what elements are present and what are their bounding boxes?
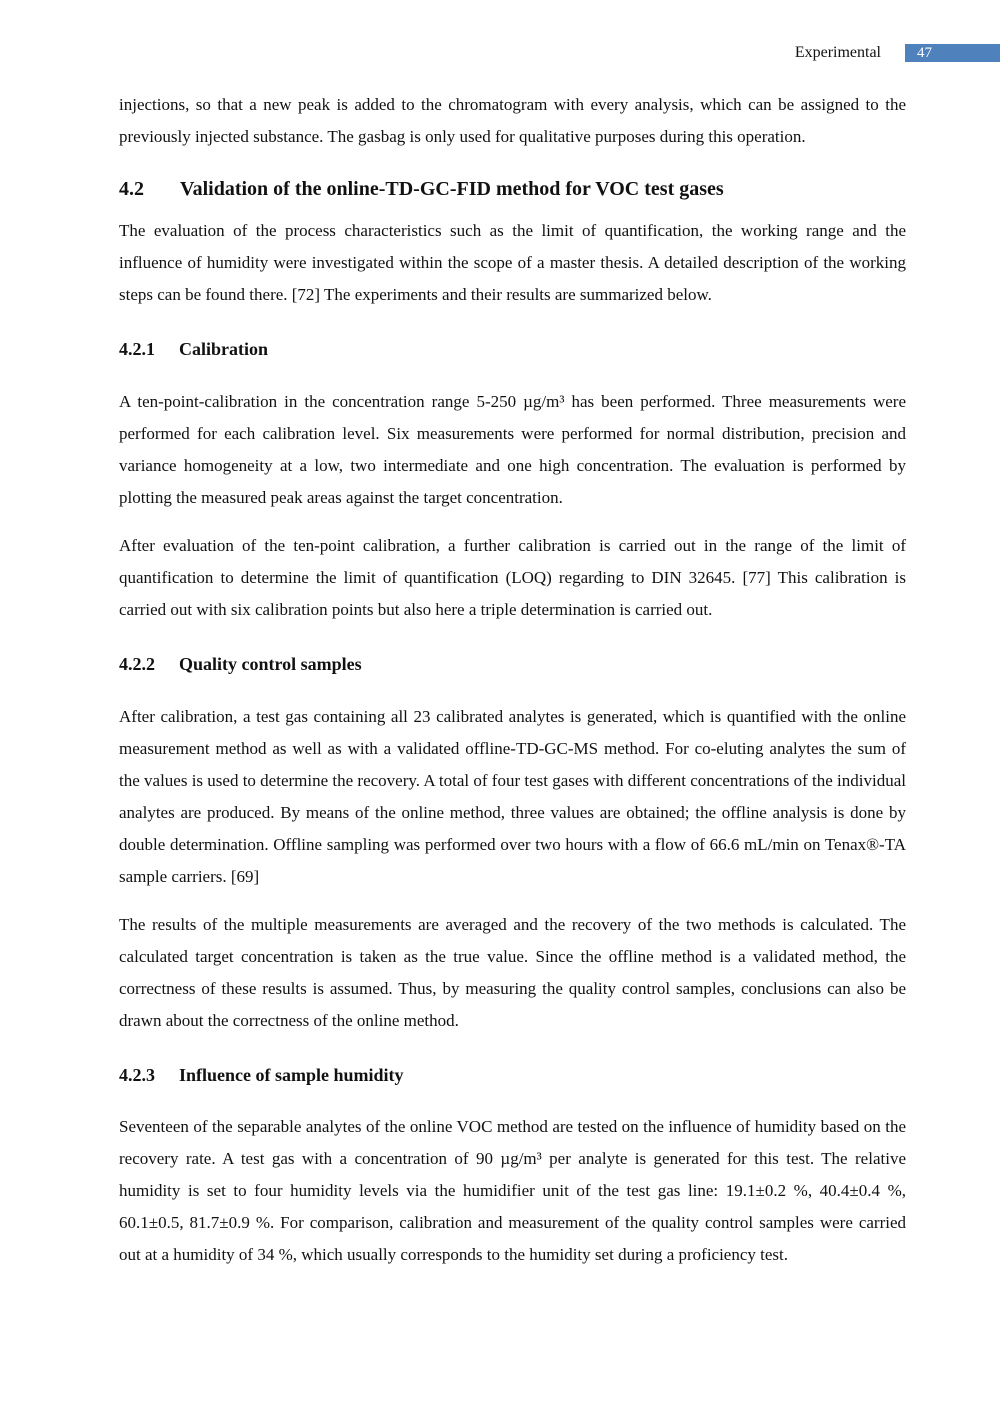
page-number-badge: 47 <box>905 44 1000 62</box>
section-number: 4.2.2 <box>119 654 155 674</box>
paragraph-validation-intro <box>119 215 906 311</box>
paragraph-text: The results of the multiple measurements are averaged and the recovery of the two methods is calculated. The calculated target concentration is taken as the true value. Since the offline method is a validated method, the correctness of these results is assumed. Thus, by measuring the quality control samples, conclusions can also be drawn about the correctness of the online method. <box>119 915 906 1030</box>
section-heading-4-2-2 <box>119 652 906 676</box>
paragraph-text: After evaluation of the ten-point calibration, a further calibration is carried out in the range of the limit of quantification to determine the limit of quantification (LOQ) regarding to DIN 32645. [77] This calibration is carried out with six calibration points but also here a triple determination is carried out. <box>119 536 906 619</box>
section-heading-4-2-3 <box>119 1063 906 1087</box>
section-heading-4-2-1 <box>119 337 906 361</box>
section-number: 4.2.1 <box>119 339 155 359</box>
page-header <box>0 42 1000 62</box>
running-header-section: Experimental <box>794 44 881 61</box>
paragraph-recovery <box>119 909 906 1037</box>
paragraph-text: injections, so that a new peak is added to the chromatogram with every analysis, which can be assigned to the previously injected substance. The gasbag is only used for qualitative purposes during this operation. <box>119 95 906 146</box>
section-title: Validation of the online-TD-GC-FID method for VOC test gases <box>180 178 724 200</box>
paragraph-text: A ten-point-calibration in the concentration range 5-250 µg/m³ has been performed. Three measurements were performed for each calibration level. Six measurements were performed for normal distribution, precision and variance homogeneity at a low, two intermediate and one high concentration. The evaluation is performed by plotting the measured peak areas against the target concentration. <box>119 392 906 507</box>
section-number: 4.2.3 <box>119 1065 155 1085</box>
section-number: 4.2 <box>119 178 144 200</box>
paragraph-text: After calibration, a test gas containing all 23 calibrated analytes is generated, which is quantified with the online measurement method as well as with a validated offline-TD-GC-MS method. For co-eluting analytes the sum of the values is used to determine the recovery. A total of four test gases with different concentrations of the individual analytes are produced. By means of the online method, three values are obtained; the offline analysis is done by double determination. Offline sampling was performed over two hours with a flow of 66.6 mL/min on Tenax®-TA sample carriers. [69] <box>119 707 906 886</box>
paragraph-loq-calibration <box>119 530 906 626</box>
paragraph-text: The evaluation of the process characteristics such as the limit of quantification, the working range and the influence of humidity were investigated within the scope of a master thesis. A detailed description of the working steps can be found there. [72] The experiments and their results are summarized below. <box>119 221 906 304</box>
paragraph-humidity <box>119 1111 906 1271</box>
paragraph-quality-control <box>119 701 906 893</box>
section-title: Calibration <box>179 339 269 359</box>
paragraph-text: Seventeen of the separable analytes of the online VOC method are tested on the influence of humidity based on the recovery rate. A test gas with a concentration of 90 µg/m³ per analyte is generated for this test. The relative humidity is set to four humidity levels via the humidifier unit of the test gas line: 19.1±0.2 %, 40.4±0.4 %, 60.1±0.5, 81.7±0.9 %. For comparison, calibration and measurement of the quality control samples were carried out at a humidity of 34 %, which usually corresponds to the humidity set during a proficiency test. <box>119 1117 906 1264</box>
section-title: Influence of sample humidity <box>179 1065 404 1085</box>
paragraph-calibration <box>119 386 906 514</box>
section-title: Quality control samples <box>179 654 362 674</box>
paragraph-continuation <box>119 89 906 153</box>
section-heading-4-2 <box>119 176 906 202</box>
